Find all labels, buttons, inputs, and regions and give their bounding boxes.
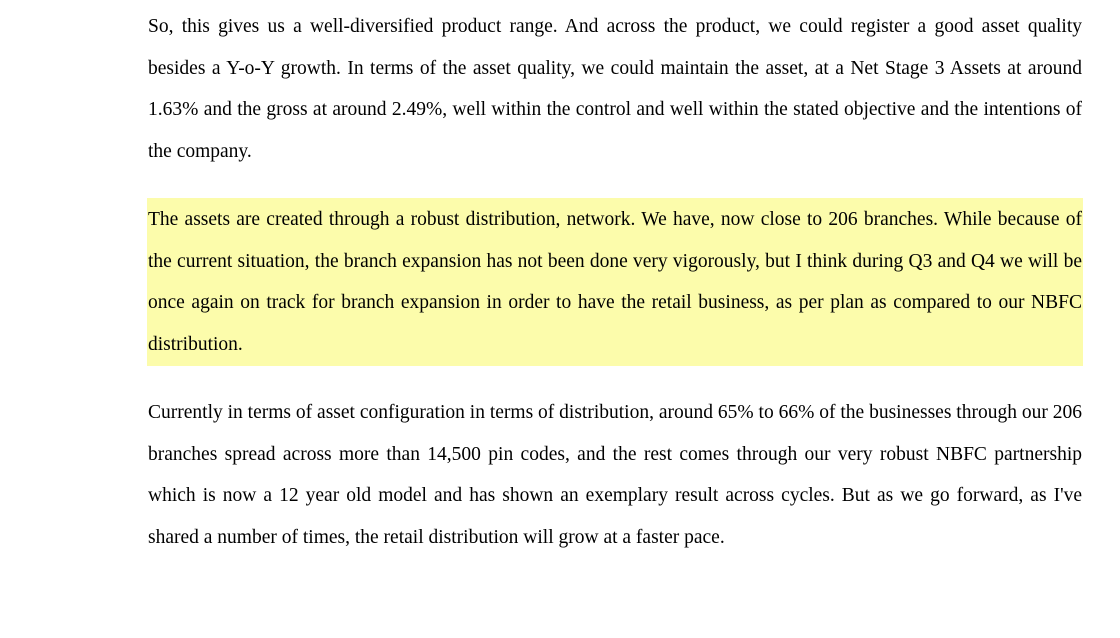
paragraph-distribution-network-highlighted: The assets are created through a robust distribution, network. We have, now close to 206 branches. While because of the current situation, the branch expansion has not been done very vigorously, but I think during Q3 and Q4 we will be once again on track for branch expansion in order to have the retail business, as per plan as compared to our NBFC distribution. <box>148 199 1082 365</box>
paragraph-asset-quality: So, this gives us a well-diversified product range. And across the product, we could register a good asset quality besides a Y-o-Y growth. In terms of the asset quality, we could maintain the asset, at a Net Stage 3 Assets at around 1.63% and the gross at around 2.49%, well within the control and well within the stated objective and the intentions of the company. <box>148 16 1082 162</box>
paragraph-asset-configuration: Currently in terms of asset configuration in terms of distribution, around 65% to 66% of the businesses through our 206 branches spread across more than 14,500 pin codes, and the rest comes through our very robust NBFC partnership which is now a 12 year old model and has shown an exemplary result across cycles. But as we go forward, as I've shared a number of times, the retail distribution will grow at a faster pace. <box>148 402 1082 548</box>
